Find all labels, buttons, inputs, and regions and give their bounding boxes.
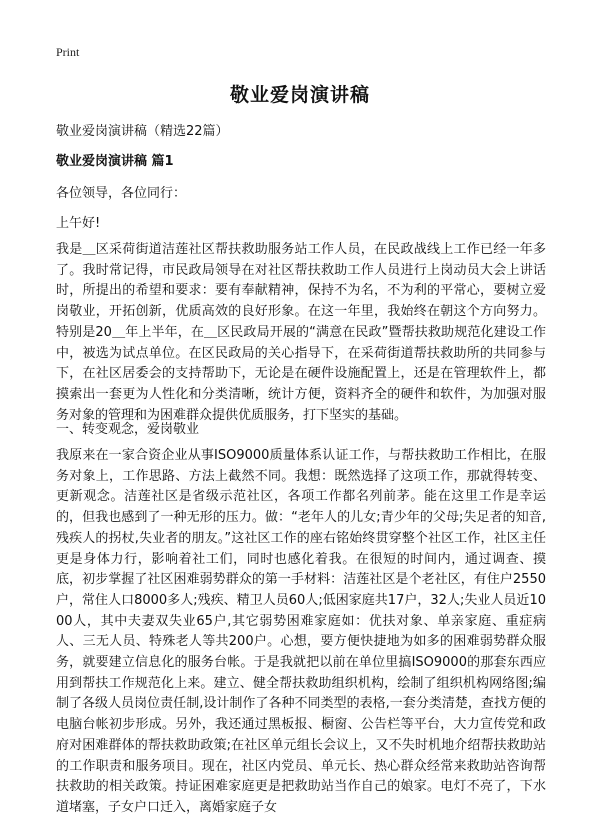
paragraph-body: 我原来在一家合资企业从事ISO9000质量体系认证工作，与帮扶救助工作相比，在服务对象上，工作思路、方法上截然不同。我想：既然选择了这项工作，那就得转变、更新观念。洁莲社区是省级示范社区，各项工作都名列前茅。能在这里工作是幸运的，但我也感到了一种无形的压力。做：“老年人的儿女;青少年的父母;失足者的知音,残疾人的拐杖,失业者的朋友。”这社区工作的座右铭始终贯穿整个社区工作，社区主任更是身体力行，影响着社工们，同时也感化着我。在很短的时间内，通过调查、摸底，初步掌握了社区困难弱势群众的第一手材料：洁莲社区是个老社区，有住户2550户，常住人口8000多人;残疾、精卫人员60人;低困家庭共17户，32人;失业人员近1000人，其中夫妻双失业65户,其它弱势困难家庭如：优扶对象、单亲家庭、重症病人、三无人员、特殊老人等共200户。心想，要方便快捷地为如多的困难弱势群众服务，就要建立信息化的服务台帐。于是我就把以前在单位里搞ISO9000的那套东西应用到帮扶工作规范化上来。建立、健全帮扶救助组织机构，绘制了组织机构网络图;编制了各级人员岗位责任制,设计制作了各种不同类型的表格,一套分类清楚，查找方便的电脑台帐初步形成。另外，我还通过黑板报、橱窗、公告栏等平台，大力宣传党和政府对困难群体的帮扶救助政策;在社区单元组长会议上，又不失时机地介绍帮扶救助站的工作职责和服务项目。现在，社区内党员、单元长、热心群众经常来救助站咨询帮扶救助的相关政策。持证困难家庭更是把救助站当作自己的娘家。电灯不亮了，下水道堵塞，子女户口迁入，离婚家庭子女: [56, 448, 546, 815]
greeting: 上午好!: [56, 216, 101, 231]
subheading-change-concept: 一、转变观念，爱岗敬业: [56, 422, 200, 437]
section-heading: 敬业爱岗演讲稿 篇1: [56, 154, 174, 169]
paragraph-intro: 我是＿区采荷街道洁莲社区帮扶救助服务站工作人员，在民政战线上工作已经一年多了。我时常记得，市民政局领导在对社区帮扶救助工作人员进行上岗动员大会上讲话时，所提出的希望和要求：要有奉献精神，保持不为名，不为利的平常心，要树立爱岗敬业，开拓创新，优质高效的良好形象。在这一年里，我始终在朝这个方向努力。特别是20＿年上半年，在＿区民政局开展的“满意在民政”暨帮扶救助规范化建设工作中，被选为试点单位。在区民政局的关心指导下，在采荷街道帮扶救助所的共同参与下，在社区居委会的支持帮助下，无论是在硬件设施配置上，还是在管理软件上，都摸索出一套更为人性化和分类清晰，统计方便，资料齐全的硬件和软件，为加强对服务对象的管理和为困难群众提供优质服务，打下坚实的基础。: [56, 242, 546, 423]
salutation: 各位领导，各位同行：: [56, 186, 187, 201]
print-link[interactable]: Print: [56, 45, 80, 59]
document-subtitle: 敬业爱岗演讲稿（精选22篇）: [56, 124, 229, 139]
document-title: 敬业爱岗演讲稿: [229, 84, 370, 106]
